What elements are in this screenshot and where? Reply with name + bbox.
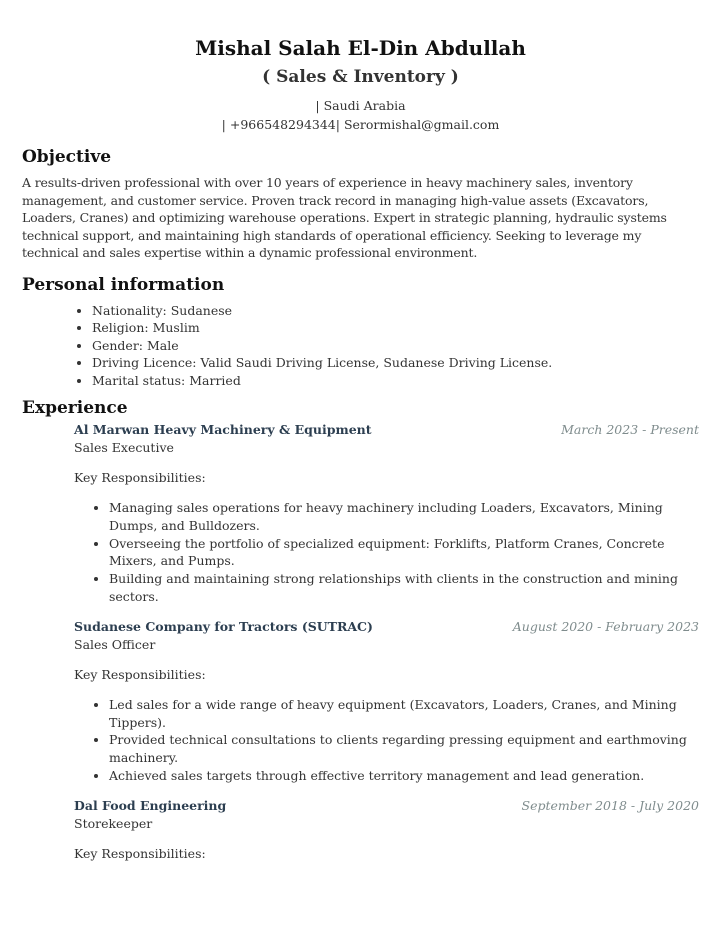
responsibilities-list	[74, 696, 699, 785]
list-item: • Managing sales operations for heavy machinery including Loaders, Excavators, Mining Dumps, and Bulldozers.	[109, 499, 699, 535]
list-item: • Led sales for a wide range of heavy equipment (Excavators, Loaders, Cranes, and Mining Tippers).	[109, 696, 699, 732]
job-entry	[74, 797, 699, 863]
candidate-name: Mishal Salah El-Din Abdullah	[195, 36, 526, 60]
contact-info: | +966548294344| Serormishal@gmail.com	[221, 117, 500, 132]
personal-info-heading: Personal information	[22, 274, 225, 295]
list-item: • Overseeing the portfolio of specialized equipment: Forklifts, Platform Cranes, Concrete Mixers, and Pumps.	[109, 535, 699, 571]
company-name: Sudanese Company for Tractors (SUTRAC)	[74, 618, 373, 634]
list-item: • Marital status: Married	[92, 372, 699, 389]
job-title: Sales Officer	[74, 636, 156, 652]
list-item: • Provided technical consultations to clients regarding pressing equipment and earthmoving machinery.	[109, 731, 699, 767]
responsibilities-label: Key Responsibilities:	[74, 470, 206, 485]
company-name: Al Marwan Heavy Machinery & Equipment	[74, 422, 372, 437]
candidate-role: ( Sales & Inventory )	[262, 67, 459, 87]
location: | Saudi Arabia	[315, 98, 406, 113]
resume-header	[22, 34, 699, 134]
job-date: March 2023 - Present	[561, 422, 699, 437]
personal-info-list	[22, 302, 699, 389]
job-date: September 2018 - July 2020	[521, 797, 699, 813]
list-item: • Religion: Muslim	[92, 319, 699, 336]
job-title: Storekeeper	[74, 815, 153, 831]
job-entry	[74, 618, 699, 785]
responsibilities-label: Key Responsibilities:	[74, 845, 206, 861]
list-item: • Achieved sales targets through effective territory management and lead generation.	[109, 767, 699, 785]
responsibilities-list	[74, 499, 699, 606]
objective-text: A results-driven professional with over 10 years of experience in heavy machinery sales, inventory management, and customer service. Proven track record in managing high-value assets (Excavators, Loaders, Cranes) and optimizing warehouse operations. Expert in strategic planning, hydraulic systems technical support, and maintaining high standards of operational efficiency. Seeking to leverage my technical and sales expertise within a dynamic professional environment.	[22, 175, 667, 261]
experience-heading: Experience	[22, 398, 128, 418]
responsibilities-label: Key Responsibilities:	[74, 666, 206, 682]
list-item: • Building and maintaining strong relationships with clients in the construction and mining sectors.	[109, 570, 699, 606]
list-item: • Driving Licence: Valid Saudi Driving License, Sudanese Driving License.	[92, 354, 699, 371]
job-entry	[74, 421, 699, 606]
job-date: August 2020 - February 2023	[512, 618, 699, 634]
company-name: Dal Food Engineering	[74, 797, 227, 813]
list-item: • Nationality: Sudanese	[92, 302, 699, 319]
job-title: Sales Executive	[74, 440, 174, 455]
list-item: • Gender: Male	[92, 337, 699, 354]
objective-heading: Objective	[22, 147, 112, 167]
